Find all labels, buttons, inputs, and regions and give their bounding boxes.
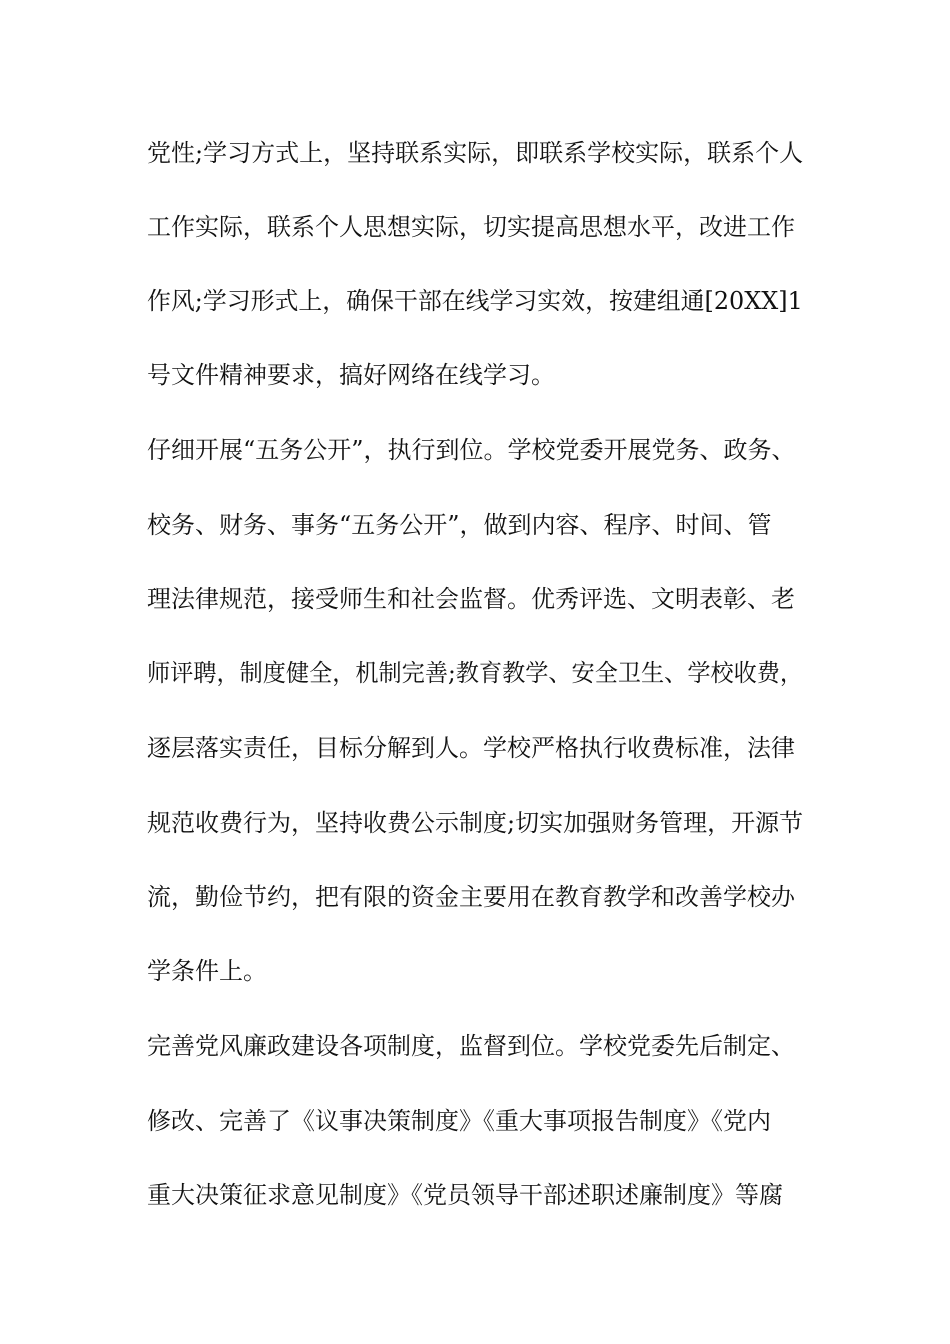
text-line: 规范收费行为，坚持收费公示制度;切实加强财务管理，开源节 <box>147 809 804 837</box>
text-line: 逐层落实责任，目标分解到人。学校严格执行收费标准，法律 <box>147 734 795 762</box>
text-line: 仔细开展“五务公开”，执行到位。学校党委开展党务、政务、 <box>147 436 796 464</box>
text-line: 流，勤俭节约，把有限的资金主要用在教育教学和改善学校办 <box>147 883 795 911</box>
text-line: 理法律规范，接受师生和社会监督。优秀评选、文明表彰、老 <box>147 585 795 613</box>
text-line: 师评聘，制度健全，机制完善;教育教学、安全卫生、学校收费， <box>147 659 804 687</box>
text-line: 完善党风廉政建设各项制度，监督到位。学校党委先后制定、 <box>147 1032 795 1060</box>
text-line: 党性;学习方式上，坚持联系实际，即联系学校实际，联系个人 <box>147 139 804 167</box>
text-line: 修改、完善了《议事决策制度》《重大事项报告制度》《党内 <box>147 1107 771 1135</box>
text-line: 工作实际，联系个人思想实际，切实提高思想水平，改进工作 <box>147 213 795 241</box>
text-line: 学条件上。 <box>147 957 267 985</box>
text-line: 作风;学习形式上，确保干部在线学习实效，按建组通[20XX]1 <box>147 287 803 315</box>
text-line: 校务、财务、事务“五务公开”，做到内容、程序、时间、管 <box>147 511 772 539</box>
text-line: 号文件精神要求，搞好网络在线学习。 <box>147 361 555 389</box>
text-line: 重大决策征求意见制度》《党员领导干部述职述廉制度》等腐 <box>147 1181 783 1209</box>
